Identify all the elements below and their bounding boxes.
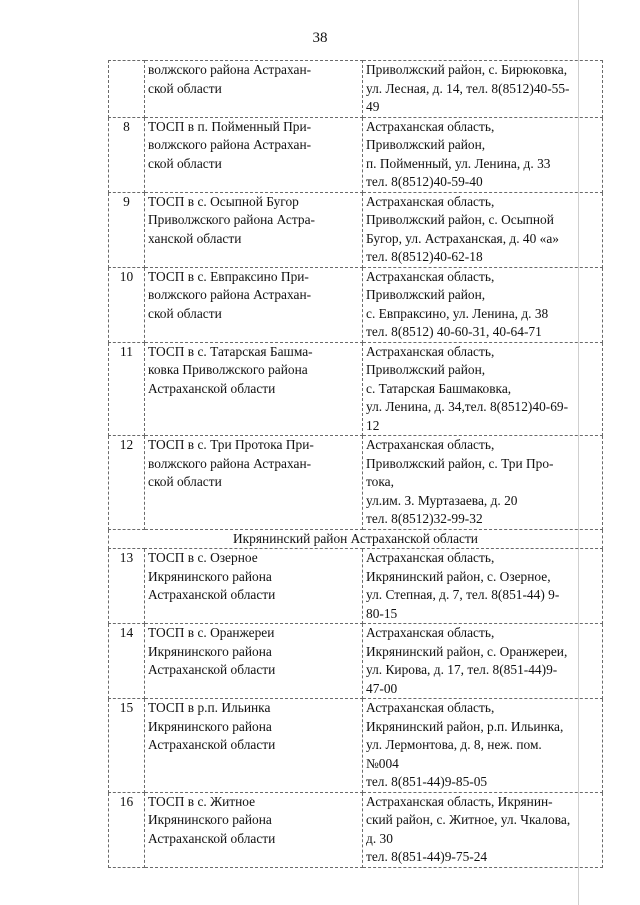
office-name-line: волжского района Астрахан- [148,287,312,302]
table-row [109,117,603,192]
row-number: 11 [109,342,145,436]
office-address-line: ул. Лесная, д. 14, тел. 8(8512)40-55- [366,80,570,96]
table-row [109,267,603,342]
row-number [109,61,145,118]
office-address-line: Приволжский район, [366,362,486,377]
office-address-line: п. Пойменный, ул. Ленина, д. 33 [366,155,551,171]
office-name-line: волжского района Астрахан- [148,62,312,77]
office-address-cell [363,117,603,192]
office-address-line: тока, [366,474,394,489]
office-address-line: тел. 8(8512)40-62-18 [366,249,483,264]
row-number: 16 [109,792,145,867]
office-name-line: ТОСП в с. Житное [148,793,256,809]
office-address-line: ул. Лермонтова, д. 8, неж. пом. [366,737,542,752]
office-address-line: ский район, с. Житное, ул. Чкалова, [366,812,571,827]
office-name-line: ской области [148,474,222,489]
table-row [109,192,603,267]
office-address-line: тел. 8(8512) 40-60-31, 40-64-71 [366,324,542,339]
office-address-line: 49 [366,99,380,114]
office-name-cell [145,267,363,342]
row-number: 9 [109,192,145,267]
office-address-line: №004 [366,755,399,771]
office-address-cell [363,61,603,118]
office-address-cell [363,699,603,793]
office-address-line: Астраханская область, [366,268,495,284]
office-address-line: тел. 8(8512)32-99-32 [366,511,483,526]
row-number: 14 [109,624,145,699]
office-name-line: волжского района Астрахан- [148,137,312,152]
office-name-line: волжского района Астрахан- [148,455,312,471]
office-name-cell [145,792,363,867]
office-name-cell [145,549,363,624]
office-address-line: Астраханская область, [366,118,495,134]
office-address-line: тел. 8(851-44)9-75-24 [366,849,488,864]
office-address-line: Икрянинский район, с. Оранжереи, [366,643,568,659]
office-address-cell [363,624,603,699]
section-title: Икрянинский район Астраханской области [109,529,603,549]
section-header-row [109,529,603,549]
office-name-cell [145,342,363,436]
table-row [109,624,603,699]
office-address-cell [363,342,603,436]
office-name-line: ТОСП в с. Оранжереи [148,625,275,640]
office-name-line: Астраханской области [148,830,276,846]
office-name-line: Астраханской области [148,587,276,602]
office-address-line: Астраханская область, [366,437,495,452]
office-address-line: 12 [366,417,380,433]
table-row [109,342,603,436]
office-address-line: 80-15 [366,605,398,621]
office-address-line: Икрянинский район, р.п. Ильинка, [366,718,564,734]
office-name-line: Астраханской области [148,662,276,677]
office-name-line: Астраханской области [148,737,276,752]
office-address-line: Приволжский район, с. Три Про- [366,455,554,471]
table-row [109,436,603,530]
office-address-line: ул. Степная, д. 7, тел. 8(851-44) 9- [366,587,560,602]
table-row [109,792,603,867]
office-address-line: Бугор, ул. Астраханская, д. 40 «а» [366,230,559,246]
office-name-line: ковка Приволжского района [148,362,308,377]
office-address-line: Приволжский район, с. Осыпной [366,212,554,227]
office-name-line: ТОСП в п. Пойменный При- [148,118,312,134]
office-address-line: ул. Ленина, д. 34,тел. 8(8512)40-69- [366,399,569,414]
office-name-cell [145,192,363,267]
office-name-line: ТОСП в с. Озерное [148,550,258,565]
office-address-line: с. Татарская Башмаковка, [366,380,512,396]
office-name-line: ханской области [148,230,242,246]
office-name-line: Икрянинского района [148,812,272,827]
office-address-line: Приволжский район, с. Бирюковка, [366,62,568,77]
office-address-cell [363,792,603,867]
office-name-cell [145,699,363,793]
office-address-line: Астраханская область, Икрянин- [366,793,553,809]
office-name-cell [145,117,363,192]
office-address-cell [363,267,603,342]
office-address-line: Астраханская область, [366,343,495,359]
office-address-cell [363,436,603,530]
page-number: 38 [312,30,328,46]
office-address-line: тел. 8(8512)40-59-40 [366,174,483,189]
office-address-line: Астраханская область, [366,700,495,715]
office-name-line: ТОСП в р.п. Ильинка [148,700,271,715]
table-row [109,699,603,793]
office-name-line: Икрянинского района [148,718,272,734]
office-address-line: Астраханская область, [366,193,495,209]
row-number: 8 [109,117,145,192]
table-row [109,61,603,118]
row-number: 10 [109,267,145,342]
office-name-line: Икрянинского района [148,643,272,659]
row-number: 13 [109,549,145,624]
office-name-cell [145,436,363,530]
office-name-line: ской области [148,80,222,96]
office-list-table [108,60,603,868]
office-name-line: ТОСП в с. Татарская Башма- [148,343,313,359]
office-address-line: д. 30 [366,830,393,846]
office-name-line: Приволжского района Астра- [148,212,315,227]
table-row [109,549,603,624]
row-number: 12 [109,436,145,530]
office-name-line: ской области [148,155,222,171]
office-address-line: Приволжский район, [366,137,486,152]
office-name-line: ТОСП в с. Осыпной Бугор [148,193,299,209]
office-address-line: Астраханская область, [366,625,495,640]
office-name-line: ской области [148,305,222,321]
office-address-line: Приволжский район, [366,287,486,302]
office-address-cell [363,192,603,267]
office-name-line: Астраханской области [148,380,276,396]
row-number: 15 [109,699,145,793]
office-name-cell [145,624,363,699]
office-name-line: Икрянинского района [148,568,272,584]
office-address-line: с. Евпраксино, ул. Ленина, д. 38 [366,305,549,321]
office-address-cell [363,549,603,624]
office-address-line: Икрянинский район, с. Озерное, [366,568,551,584]
office-address-line: 47-00 [366,680,398,696]
office-name-line: ТОСП в с. Три Протока При- [148,437,314,452]
office-name-line: ТОСП в с. Евпраксино При- [148,268,309,284]
office-address-line: ул. Кирова, д. 17, тел. 8(851-44)9- [366,662,558,677]
office-name-cell [145,61,363,118]
office-address-line: тел. 8(851-44)9-85-05 [366,774,488,789]
office-address-line: ул.им. З. Муртазаева, д. 20 [366,492,518,508]
office-address-line: Астраханская область, [366,550,495,565]
